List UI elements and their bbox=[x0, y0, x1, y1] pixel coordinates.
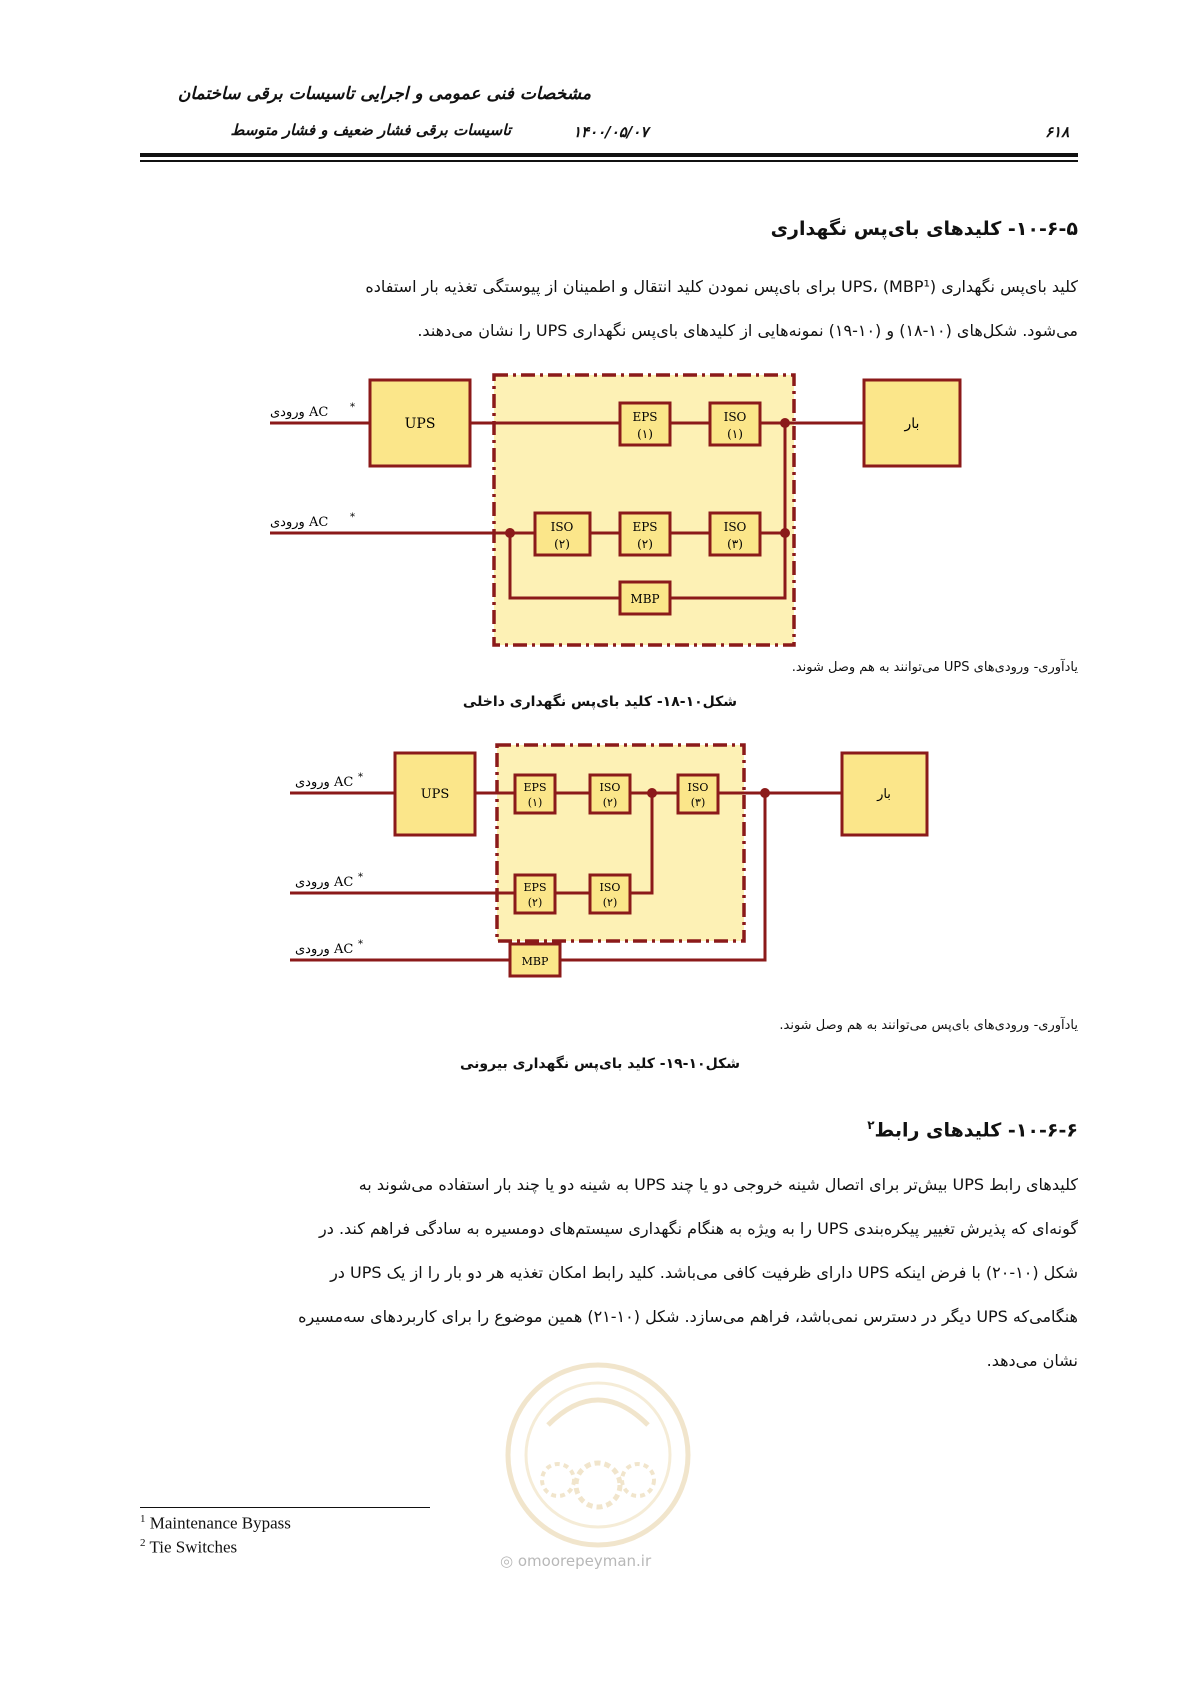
header-rule-thin bbox=[140, 160, 1078, 162]
figure-19-caption: شکل۱۰-۱۹- کلید بای‌پس نگهداری بیرونی bbox=[460, 1056, 740, 1072]
iso2-bottom-label: ISO bbox=[599, 881, 621, 894]
footnote-text: Tie Switches bbox=[149, 1537, 238, 1557]
footnote-number: 1 bbox=[140, 1513, 146, 1525]
footnote-text: Maintenance Bypass bbox=[149, 1513, 291, 1533]
ac-input-label: ورودی AC bbox=[295, 942, 354, 957]
iso1-number: (۱) bbox=[727, 427, 743, 441]
junction-dot bbox=[780, 418, 790, 428]
eps2-number: (۲) bbox=[637, 537, 653, 551]
footnote-separator bbox=[140, 1507, 430, 1508]
paragraph-line: شکل (۱۰-۲۰) با فرض اینکه UPS دارای ظرفیت کافی می‌باشد. کلید رابط امکان تغذیه هر دو بار را از یک UPS در bbox=[330, 1263, 1078, 1282]
ac-input-label: ورودی AC bbox=[295, 775, 354, 790]
mbp-label: MBP bbox=[630, 592, 660, 606]
footnote-ref: ۲ bbox=[867, 1118, 875, 1132]
asterisk-mark: * bbox=[358, 872, 363, 883]
figure-internal-maintenance-bypass-diagram bbox=[240, 360, 980, 650]
ac-input-label: ورودی AC bbox=[270, 515, 329, 530]
mbp-label: MBP bbox=[521, 955, 549, 968]
eps1-label: EPS bbox=[632, 410, 658, 424]
eps2-number: (۲) bbox=[527, 896, 543, 909]
watermark-seal-logo bbox=[488, 1355, 708, 1555]
iso3-number: (۳) bbox=[690, 796, 706, 809]
paragraph-line: کلیدهای رابط UPS بیش‌تر برای اتصال شینه خروجی دو یا چند UPS به شینه دو یا چند بار استفاده می‌شوند به bbox=[358, 1175, 1078, 1194]
iso3-label: ISO bbox=[723, 520, 747, 534]
section-heading-maintenance-bypass: ۱۰-۶-۵- کلیدهای بای‌پس نگهداری bbox=[770, 218, 1078, 240]
figure-18-note: یادآوری- ورودی‌های UPS می‌توانند به هم وصل شوند. bbox=[791, 660, 1078, 675]
watermark-url-text: omoorepeyman.ir bbox=[517, 1552, 652, 1570]
globe-icon: ◎ bbox=[500, 1552, 514, 1570]
paragraph-line: می‌شود. شکل‌های (۱۰-۱۸) و (۱۰-۱۹) نمونه‌هایی از کلیدهای بای‌پس نگهداری UPS را نشان می‌دهند. bbox=[417, 321, 1078, 340]
junction-dot bbox=[505, 528, 515, 538]
figure-19-note: یادآوری- ورودی‌های بای‌پس می‌توانند به هم وصل شوند. bbox=[779, 1018, 1078, 1033]
eps1-label: EPS bbox=[523, 781, 547, 794]
eps2-label: EPS bbox=[632, 520, 658, 534]
iso1-label: ISO bbox=[723, 410, 747, 424]
asterisk-mark: * bbox=[350, 402, 355, 413]
section-2-paragraph bbox=[140, 1163, 1078, 1383]
header-book-title: مشخصات فنی عمومی و اجرایی تاسیسات برقی ساختمان bbox=[177, 84, 591, 104]
paragraph-line: هنگامی‌که UPS دیگر در دسترس نمی‌باشد، فراهم می‌سازد. شکل (۱۰-۲۱) همین موضوع را برای کاربردهای سه‌مسیره bbox=[298, 1307, 1078, 1326]
eps2-label: EPS bbox=[523, 881, 547, 894]
asterisk-mark: * bbox=[358, 772, 363, 783]
figure-external-maintenance-bypass-diagram bbox=[270, 735, 950, 985]
iso2-top-number: (۲) bbox=[602, 796, 618, 809]
watermark-url bbox=[500, 1552, 651, 1570]
footnote-2 bbox=[140, 1537, 237, 1558]
figure-18-caption: شکل۱۰-۱۸- کلید بای‌پس نگهداری داخلی bbox=[462, 694, 738, 710]
iso3-number: (۳) bbox=[727, 537, 743, 551]
iso3-label: ISO bbox=[687, 781, 709, 794]
iso2-bottom-number: (۲) bbox=[602, 896, 618, 909]
asterisk-mark: * bbox=[350, 512, 355, 523]
section-heading-text: ۱۰-۶-۶- کلیدهای رابط bbox=[874, 1119, 1078, 1142]
junction-dot bbox=[760, 788, 770, 798]
load-label: بار bbox=[877, 787, 891, 802]
ups-label: UPS bbox=[420, 787, 450, 802]
load-label: بار bbox=[904, 416, 920, 432]
junction-dot bbox=[647, 788, 657, 798]
iso2-number: (۲) bbox=[554, 537, 570, 551]
header-rule-thick bbox=[140, 153, 1078, 157]
footnote-1 bbox=[140, 1513, 291, 1534]
section-1-paragraph bbox=[140, 265, 1078, 353]
paragraph-line: گونه‌ای که پذیرش تغییر پیکره‌بندی UPS را به ویژه به هنگام نگهداری سیستم‌های دومسیره به سادگی فراهم کند. در bbox=[319, 1219, 1078, 1238]
eps1-number: (۱) bbox=[527, 796, 543, 809]
iso2-label: ISO bbox=[550, 520, 574, 534]
ups-label: UPS bbox=[404, 416, 436, 432]
asterisk-mark: * bbox=[358, 939, 363, 950]
iso2-top-label: ISO bbox=[599, 781, 621, 794]
section-heading-tie-switches bbox=[867, 1118, 1078, 1141]
ac-input-label: ورودی AC bbox=[270, 405, 329, 420]
ac-input-label: ورودی AC bbox=[295, 875, 354, 890]
header-date: ۱۴۰۰/۰۵/۰۷ bbox=[573, 123, 649, 141]
junction-dot bbox=[780, 528, 790, 538]
footnote-number: 2 bbox=[140, 1537, 146, 1549]
header-chapter-title: تاسیسات برقی فشار ضعیف و فشار متوسط bbox=[230, 121, 511, 139]
paragraph-line: کلید بای‌پس نگهداری UPS، (MBP¹) برای بای‌پس نمودن کلید انتقال و اطمینان از پیوستگی تغذیه بار استفاده bbox=[365, 277, 1078, 296]
header-page-number: ۶۱۸ bbox=[1045, 123, 1070, 141]
paragraph-line: نشان می‌دهد. bbox=[986, 1351, 1078, 1370]
eps1-number: (۱) bbox=[637, 427, 653, 441]
